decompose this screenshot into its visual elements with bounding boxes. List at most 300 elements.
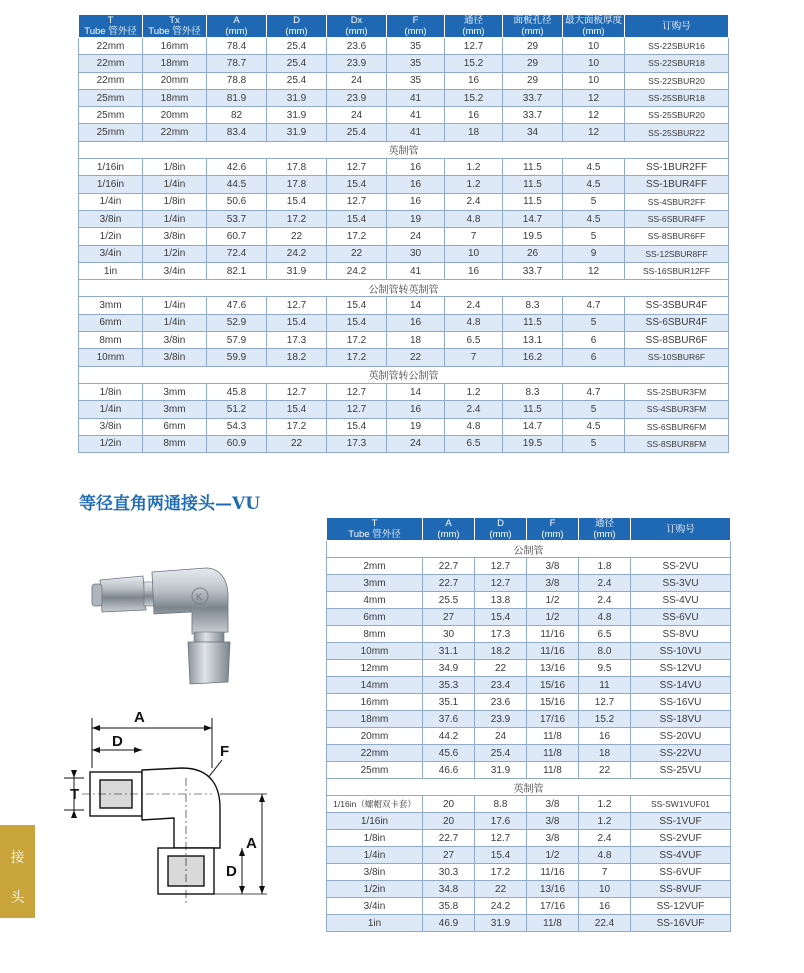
table-cell: SS-1BUR4FF bbox=[625, 176, 729, 193]
table-cell: 19 bbox=[387, 210, 445, 227]
table-cell: 14.7 bbox=[503, 210, 563, 227]
table-row bbox=[327, 796, 731, 813]
table-row bbox=[79, 418, 729, 435]
table-row bbox=[79, 332, 729, 349]
table-cell: 22.7 bbox=[423, 558, 475, 575]
table-header-row bbox=[327, 518, 731, 541]
table-cell: SS-8SBUR6F bbox=[625, 332, 729, 349]
table-row bbox=[79, 107, 729, 124]
table-cell: 25mm bbox=[79, 124, 143, 141]
table-cell: 18.2 bbox=[475, 643, 527, 660]
table-cell: 6mm bbox=[79, 314, 143, 331]
table-cell: 1in bbox=[79, 262, 143, 279]
table-row bbox=[327, 643, 731, 660]
table-cell: 4.5 bbox=[563, 418, 625, 435]
table-cell: 31.9 bbox=[475, 762, 527, 779]
column-header-line: T bbox=[371, 518, 378, 529]
column-header-line: Tube 管外径 bbox=[348, 529, 401, 540]
table-cell: 31.1 bbox=[423, 643, 475, 660]
table-cell: 19.5 bbox=[503, 435, 563, 452]
table-cell: 35.3 bbox=[423, 677, 475, 694]
table-cell: 1in bbox=[327, 915, 423, 932]
table-row bbox=[327, 813, 731, 830]
table-row bbox=[79, 228, 729, 245]
table-cell: 3mm bbox=[143, 383, 207, 400]
table-cell: 47.6 bbox=[207, 297, 267, 314]
table-cell: 17.2 bbox=[475, 864, 527, 881]
table-cell: 17.2 bbox=[327, 228, 387, 245]
table-cell: 1/4in bbox=[143, 314, 207, 331]
column-header-line: F bbox=[412, 15, 419, 26]
table-cell: 3/8in bbox=[143, 349, 207, 366]
table-cell: 16 bbox=[579, 898, 631, 915]
section-label: 公制管转英制管 bbox=[79, 280, 729, 297]
table-cell: 11/16 bbox=[527, 864, 579, 881]
table-cell: SS-6VU bbox=[631, 609, 731, 626]
table-cell: 1.2 bbox=[445, 176, 503, 193]
table-cell: 11/8 bbox=[527, 745, 579, 762]
table-cell: 15.4 bbox=[327, 176, 387, 193]
table-cell: 25.4 bbox=[267, 72, 327, 89]
table-cell: 26 bbox=[503, 245, 563, 262]
table-cell: 12.7 bbox=[327, 159, 387, 176]
table-cell: 18 bbox=[445, 124, 503, 141]
table-cell: SS-8VUF bbox=[631, 881, 731, 898]
table-cell: 11.5 bbox=[503, 159, 563, 176]
table-cell: 31.9 bbox=[475, 915, 527, 932]
column-header-line: (mm) bbox=[404, 26, 427, 37]
table-cell: 12.7 bbox=[267, 383, 327, 400]
table-cell: 3/8 bbox=[527, 796, 579, 813]
table-cell: 31.9 bbox=[267, 107, 327, 124]
table-cell: 18 bbox=[579, 745, 631, 762]
table-cell: 18mm bbox=[143, 55, 207, 72]
table-cell: 19 bbox=[387, 418, 445, 435]
table-cell: SS-20VU bbox=[631, 728, 731, 745]
table-cell: 15.2 bbox=[579, 711, 631, 728]
section-label: 公制管 bbox=[327, 541, 731, 558]
table-cell: 34 bbox=[503, 124, 563, 141]
table-cell: 35 bbox=[387, 72, 445, 89]
table-cell: 6.5 bbox=[445, 435, 503, 452]
table-cell: 24 bbox=[387, 228, 445, 245]
table-cell: SS-2VU bbox=[631, 558, 731, 575]
side-category-tab[interactable] bbox=[0, 825, 35, 918]
table-row bbox=[79, 245, 729, 262]
table-cell: 12mm bbox=[327, 660, 423, 677]
table-cell: 41 bbox=[387, 124, 445, 141]
column-header bbox=[527, 518, 579, 541]
table-cell: 25mm bbox=[327, 762, 423, 779]
table-cell: 1/16in（螺帽双卡套） bbox=[327, 796, 423, 813]
table-cell: 23.4 bbox=[475, 677, 527, 694]
column-header-line: (mm) bbox=[345, 26, 368, 37]
table-cell: SS-4SBUR2FF bbox=[625, 193, 729, 210]
table-cell: 11/16 bbox=[527, 643, 579, 660]
column-header-line: F bbox=[549, 518, 556, 529]
table-cell: 22 bbox=[579, 762, 631, 779]
table-cell: 2.4 bbox=[445, 297, 503, 314]
table-cell: 12.7 bbox=[445, 38, 503, 55]
table-cell: 22.7 bbox=[423, 830, 475, 847]
table-row bbox=[327, 694, 731, 711]
table-cell: 24.2 bbox=[475, 898, 527, 915]
column-header bbox=[327, 15, 387, 38]
elbow-dimension-drawing bbox=[62, 708, 322, 908]
table-cell: 41 bbox=[387, 262, 445, 279]
table-cell: 35.1 bbox=[423, 694, 475, 711]
table-cell: 25.4 bbox=[267, 55, 327, 72]
table-cell: 1/4in bbox=[143, 210, 207, 227]
table-row bbox=[327, 898, 731, 915]
column-header-line: 最大面板厚度 bbox=[564, 15, 622, 26]
table-cell: 12.7 bbox=[579, 694, 631, 711]
table-cell: 1/4in bbox=[79, 193, 143, 210]
table-cell: 2.4 bbox=[445, 193, 503, 210]
table-cell: 31.9 bbox=[267, 89, 327, 106]
table-row bbox=[79, 210, 729, 227]
table-row bbox=[327, 864, 731, 881]
table-cell: 11/8 bbox=[527, 915, 579, 932]
table-cell: 10 bbox=[563, 55, 625, 72]
table-cell: 22.4 bbox=[579, 915, 631, 932]
table-cell: 12.7 bbox=[475, 575, 527, 592]
table-cell: 15.4 bbox=[475, 609, 527, 626]
table-cell: 5 bbox=[563, 314, 625, 331]
table-cell: 25.4 bbox=[327, 124, 387, 141]
section-row bbox=[79, 280, 729, 297]
table-cell: 17/16 bbox=[527, 711, 579, 728]
table-row bbox=[327, 830, 731, 847]
table-row bbox=[327, 762, 731, 779]
table-cell: SS-22VU bbox=[631, 745, 731, 762]
elbow-union-photo bbox=[88, 560, 268, 690]
table-cell: 22 bbox=[267, 228, 327, 245]
table-cell: 17/16 bbox=[527, 898, 579, 915]
table-row bbox=[79, 401, 729, 418]
table-cell: 13/16 bbox=[527, 881, 579, 898]
table-row bbox=[327, 660, 731, 677]
table-row bbox=[79, 383, 729, 400]
table-cell: 23.6 bbox=[327, 38, 387, 55]
table-cell: 25.4 bbox=[267, 38, 327, 55]
table-cell: 19.5 bbox=[503, 228, 563, 245]
table-cell: 17.8 bbox=[267, 159, 327, 176]
table-cell: 2.4 bbox=[579, 592, 631, 609]
table-cell: 6 bbox=[563, 332, 625, 349]
table-cell: 22 bbox=[327, 245, 387, 262]
column-header-line: (mm) bbox=[593, 529, 616, 540]
table-cell: SS-3SBUR4F bbox=[625, 297, 729, 314]
vu-spec-table bbox=[326, 517, 731, 932]
table-cell: 81.9 bbox=[207, 89, 267, 106]
column-header-line: (mm) bbox=[285, 26, 308, 37]
table-cell: 3/8 bbox=[527, 813, 579, 830]
table-cell: SS-22SBUR20 bbox=[625, 72, 729, 89]
table-row bbox=[327, 728, 731, 745]
table-cell: SS-8SBUR8FM bbox=[625, 435, 729, 452]
table-cell: 14 bbox=[387, 383, 445, 400]
table-cell: 16mm bbox=[143, 38, 207, 55]
column-header bbox=[267, 15, 327, 38]
table-cell: 13.1 bbox=[503, 332, 563, 349]
column-header-line: (mm) bbox=[582, 26, 605, 37]
table-row bbox=[79, 262, 729, 279]
table-cell: 78.8 bbox=[207, 72, 267, 89]
table-cell: 11.5 bbox=[503, 314, 563, 331]
table-cell: 8.3 bbox=[503, 297, 563, 314]
table-cell: 34.8 bbox=[423, 881, 475, 898]
table-cell: 3/8in bbox=[79, 210, 143, 227]
table-cell: 1/2 bbox=[527, 609, 579, 626]
table-cell: 78.4 bbox=[207, 38, 267, 55]
section-row bbox=[79, 366, 729, 383]
table-cell: 15.4 bbox=[327, 297, 387, 314]
table-cell: 18.2 bbox=[267, 349, 327, 366]
table-row bbox=[79, 176, 729, 193]
table-cell: SS-4VUF bbox=[631, 847, 731, 864]
column-header-line: Dx bbox=[350, 15, 363, 26]
table-cell: 4.5 bbox=[563, 159, 625, 176]
table-cell: 52.9 bbox=[207, 314, 267, 331]
table-cell: SS-1VUF bbox=[631, 813, 731, 830]
table-cell: 72.4 bbox=[207, 245, 267, 262]
table-cell: 4.8 bbox=[579, 847, 631, 864]
table-cell: 54.3 bbox=[207, 418, 267, 435]
table-row bbox=[327, 575, 731, 592]
table-cell: 3/8in bbox=[143, 228, 207, 245]
table-cell: 2.4 bbox=[445, 401, 503, 418]
table-cell: SS-4SBUR3FM bbox=[625, 401, 729, 418]
table-cell: 17.3 bbox=[475, 626, 527, 643]
table-cell: 22mm bbox=[79, 72, 143, 89]
table-cell: SS-25VU bbox=[631, 762, 731, 779]
column-header-line: 面板孔径 bbox=[513, 15, 552, 26]
section-title: 等径直角两通接头—VU bbox=[79, 494, 261, 514]
table-row bbox=[327, 881, 731, 898]
table-row bbox=[79, 72, 729, 89]
table-cell: 46.9 bbox=[423, 915, 475, 932]
table-cell: 12.7 bbox=[327, 401, 387, 418]
table-cell: 3mm bbox=[79, 297, 143, 314]
table-cell: 15.4 bbox=[327, 314, 387, 331]
column-header-line: Tube 管外径 bbox=[148, 26, 201, 37]
table-cell: 57.9 bbox=[207, 332, 267, 349]
column-header bbox=[445, 15, 503, 38]
table-cell: 20mm bbox=[327, 728, 423, 745]
table-cell: 16 bbox=[445, 107, 503, 124]
table-cell: 41 bbox=[387, 89, 445, 106]
column-header-line: (mm) bbox=[225, 26, 248, 37]
table-cell: 23.9 bbox=[327, 55, 387, 72]
column-header bbox=[423, 518, 475, 541]
table-cell: 37.6 bbox=[423, 711, 475, 728]
table-cell: 11/16 bbox=[527, 626, 579, 643]
table-cell: 1/2in bbox=[79, 435, 143, 452]
table-cell: 1/2 bbox=[527, 847, 579, 864]
table-cell: 22mm bbox=[327, 745, 423, 762]
table-cell: 29 bbox=[503, 38, 563, 55]
column-header bbox=[207, 15, 267, 38]
table-cell: 22.7 bbox=[423, 575, 475, 592]
table-cell: 25mm bbox=[79, 89, 143, 106]
table-cell: 3/8 bbox=[527, 558, 579, 575]
dim-t-label: T bbox=[70, 786, 80, 803]
table-cell: 42.6 bbox=[207, 159, 267, 176]
dim-f-label: F bbox=[220, 743, 230, 760]
table-cell: SS-16VU bbox=[631, 694, 731, 711]
table-cell: 16 bbox=[387, 401, 445, 418]
table-cell: 1/8in bbox=[143, 159, 207, 176]
table-cell: 30 bbox=[423, 626, 475, 643]
table-cell: 22 bbox=[475, 881, 527, 898]
table-cell: 35 bbox=[387, 38, 445, 55]
table-cell: 12 bbox=[563, 262, 625, 279]
table-cell: 13.8 bbox=[475, 592, 527, 609]
table-cell: SS-6SBUR6FM bbox=[625, 418, 729, 435]
section-label: 英制管转公制管 bbox=[79, 366, 729, 383]
table-cell: SS-SW1VUF01 bbox=[631, 796, 731, 813]
table-cell: 3mm bbox=[327, 575, 423, 592]
table-cell: 24 bbox=[327, 107, 387, 124]
table-cell: SS-6SBUR4FF bbox=[625, 210, 729, 227]
table-cell: 1.2 bbox=[579, 796, 631, 813]
table-cell: 15.4 bbox=[475, 847, 527, 864]
table-row bbox=[327, 711, 731, 728]
table-cell: 8mm bbox=[79, 332, 143, 349]
table-cell: 5 bbox=[563, 401, 625, 418]
table-cell: 1/4in bbox=[79, 401, 143, 418]
table-cell: 17.6 bbox=[475, 813, 527, 830]
table-cell: 10 bbox=[579, 881, 631, 898]
table-row bbox=[327, 745, 731, 762]
svg-text:K: K bbox=[196, 592, 203, 602]
section-label: 英制管 bbox=[79, 141, 729, 158]
table-cell: 35 bbox=[387, 55, 445, 72]
table-cell: SS-8VU bbox=[631, 626, 731, 643]
column-header bbox=[79, 15, 143, 38]
table-cell: 1/2in bbox=[327, 881, 423, 898]
table-cell: 1/2in bbox=[79, 228, 143, 245]
table-cell: 27 bbox=[423, 609, 475, 626]
table-cell: 45.6 bbox=[423, 745, 475, 762]
table-cell: 18mm bbox=[143, 89, 207, 106]
table-cell: 12.7 bbox=[327, 383, 387, 400]
table-cell: 1/16in bbox=[79, 176, 143, 193]
table-cell: 29 bbox=[503, 72, 563, 89]
table-cell: SS-25SBUR18 bbox=[625, 89, 729, 106]
table-cell: 15.2 bbox=[445, 55, 503, 72]
table-cell: SS-18VU bbox=[631, 711, 731, 728]
table-cell: 24 bbox=[327, 72, 387, 89]
table-cell: SS-22SBUR16 bbox=[625, 38, 729, 55]
table-cell: 11.5 bbox=[503, 176, 563, 193]
table-header-row bbox=[79, 15, 729, 38]
table-cell: 2.4 bbox=[579, 830, 631, 847]
table-cell: 8mm bbox=[327, 626, 423, 643]
column-header bbox=[387, 15, 445, 38]
column-header-line: (mm) bbox=[437, 529, 460, 540]
table-cell: 15.2 bbox=[445, 89, 503, 106]
table-cell: 10mm bbox=[327, 643, 423, 660]
table-cell: 22mm bbox=[79, 38, 143, 55]
table-cell: 17.3 bbox=[267, 332, 327, 349]
table-cell: 16 bbox=[445, 262, 503, 279]
column-header-line: A bbox=[233, 15, 240, 26]
table-cell: 1/2 bbox=[527, 592, 579, 609]
table-cell: SS-12VUF bbox=[631, 898, 731, 915]
table-cell: 16 bbox=[579, 728, 631, 745]
table-cell: SS-12VU bbox=[631, 660, 731, 677]
table-cell: 5 bbox=[563, 193, 625, 210]
table-cell: 82.1 bbox=[207, 262, 267, 279]
table-row bbox=[327, 609, 731, 626]
table-cell: 3/8in bbox=[327, 864, 423, 881]
table-cell: SS-14VU bbox=[631, 677, 731, 694]
table-cell: 4.7 bbox=[563, 297, 625, 314]
table-cell: 3/8 bbox=[527, 575, 579, 592]
table-cell: 44.5 bbox=[207, 176, 267, 193]
table-cell: SS-4VU bbox=[631, 592, 731, 609]
table-cell: 33.7 bbox=[503, 89, 563, 106]
table-cell: SS-2SBUR3FM bbox=[625, 383, 729, 400]
reducer-spec-table bbox=[78, 14, 729, 453]
table-cell: 23.9 bbox=[475, 711, 527, 728]
table-cell: 3/4in bbox=[143, 262, 207, 279]
table-row bbox=[327, 626, 731, 643]
table-cell: 4.8 bbox=[579, 609, 631, 626]
table-cell: 60.7 bbox=[207, 228, 267, 245]
table-cell: 7 bbox=[445, 349, 503, 366]
table-cell: 7 bbox=[579, 864, 631, 881]
table-cell: 31.9 bbox=[267, 124, 327, 141]
table-cell: 8mm bbox=[143, 435, 207, 452]
dim-a-vertical-label: A bbox=[246, 835, 257, 852]
table-cell: 12.7 bbox=[327, 193, 387, 210]
table-cell: 8.8 bbox=[475, 796, 527, 813]
table-cell: 25.5 bbox=[423, 592, 475, 609]
table-cell: 1.2 bbox=[445, 159, 503, 176]
table-cell: 10 bbox=[563, 38, 625, 55]
table-cell: 6mm bbox=[143, 418, 207, 435]
column-header-line: (mm) bbox=[462, 26, 485, 37]
table-cell: SS-25SBUR22 bbox=[625, 124, 729, 141]
table-row bbox=[79, 38, 729, 55]
table-cell: 16 bbox=[387, 314, 445, 331]
column-header-line: 通径 bbox=[594, 518, 614, 529]
table-cell: 17.2 bbox=[267, 418, 327, 435]
table-cell: 4.8 bbox=[445, 418, 503, 435]
table-cell: 50.6 bbox=[207, 193, 267, 210]
table-cell: 20 bbox=[423, 813, 475, 830]
table-cell: 17.8 bbox=[267, 176, 327, 193]
table-cell: 11/8 bbox=[527, 728, 579, 745]
table-cell: 11/8 bbox=[527, 762, 579, 779]
table-cell: 1/2in bbox=[143, 245, 207, 262]
table-cell: 1/8in bbox=[327, 830, 423, 847]
table-row bbox=[79, 349, 729, 366]
table-cell: 9 bbox=[563, 245, 625, 262]
table-cell: 22mm bbox=[143, 124, 207, 141]
table-cell: SS-10SBUR6F bbox=[625, 349, 729, 366]
table-cell: 20 bbox=[423, 796, 475, 813]
table-row bbox=[79, 435, 729, 452]
table-cell: 3/4in bbox=[79, 245, 143, 262]
table-cell: 15.4 bbox=[267, 314, 327, 331]
table-cell: SS-6VUF bbox=[631, 864, 731, 881]
table-cell: 16 bbox=[387, 159, 445, 176]
table-cell: 45.8 bbox=[207, 383, 267, 400]
